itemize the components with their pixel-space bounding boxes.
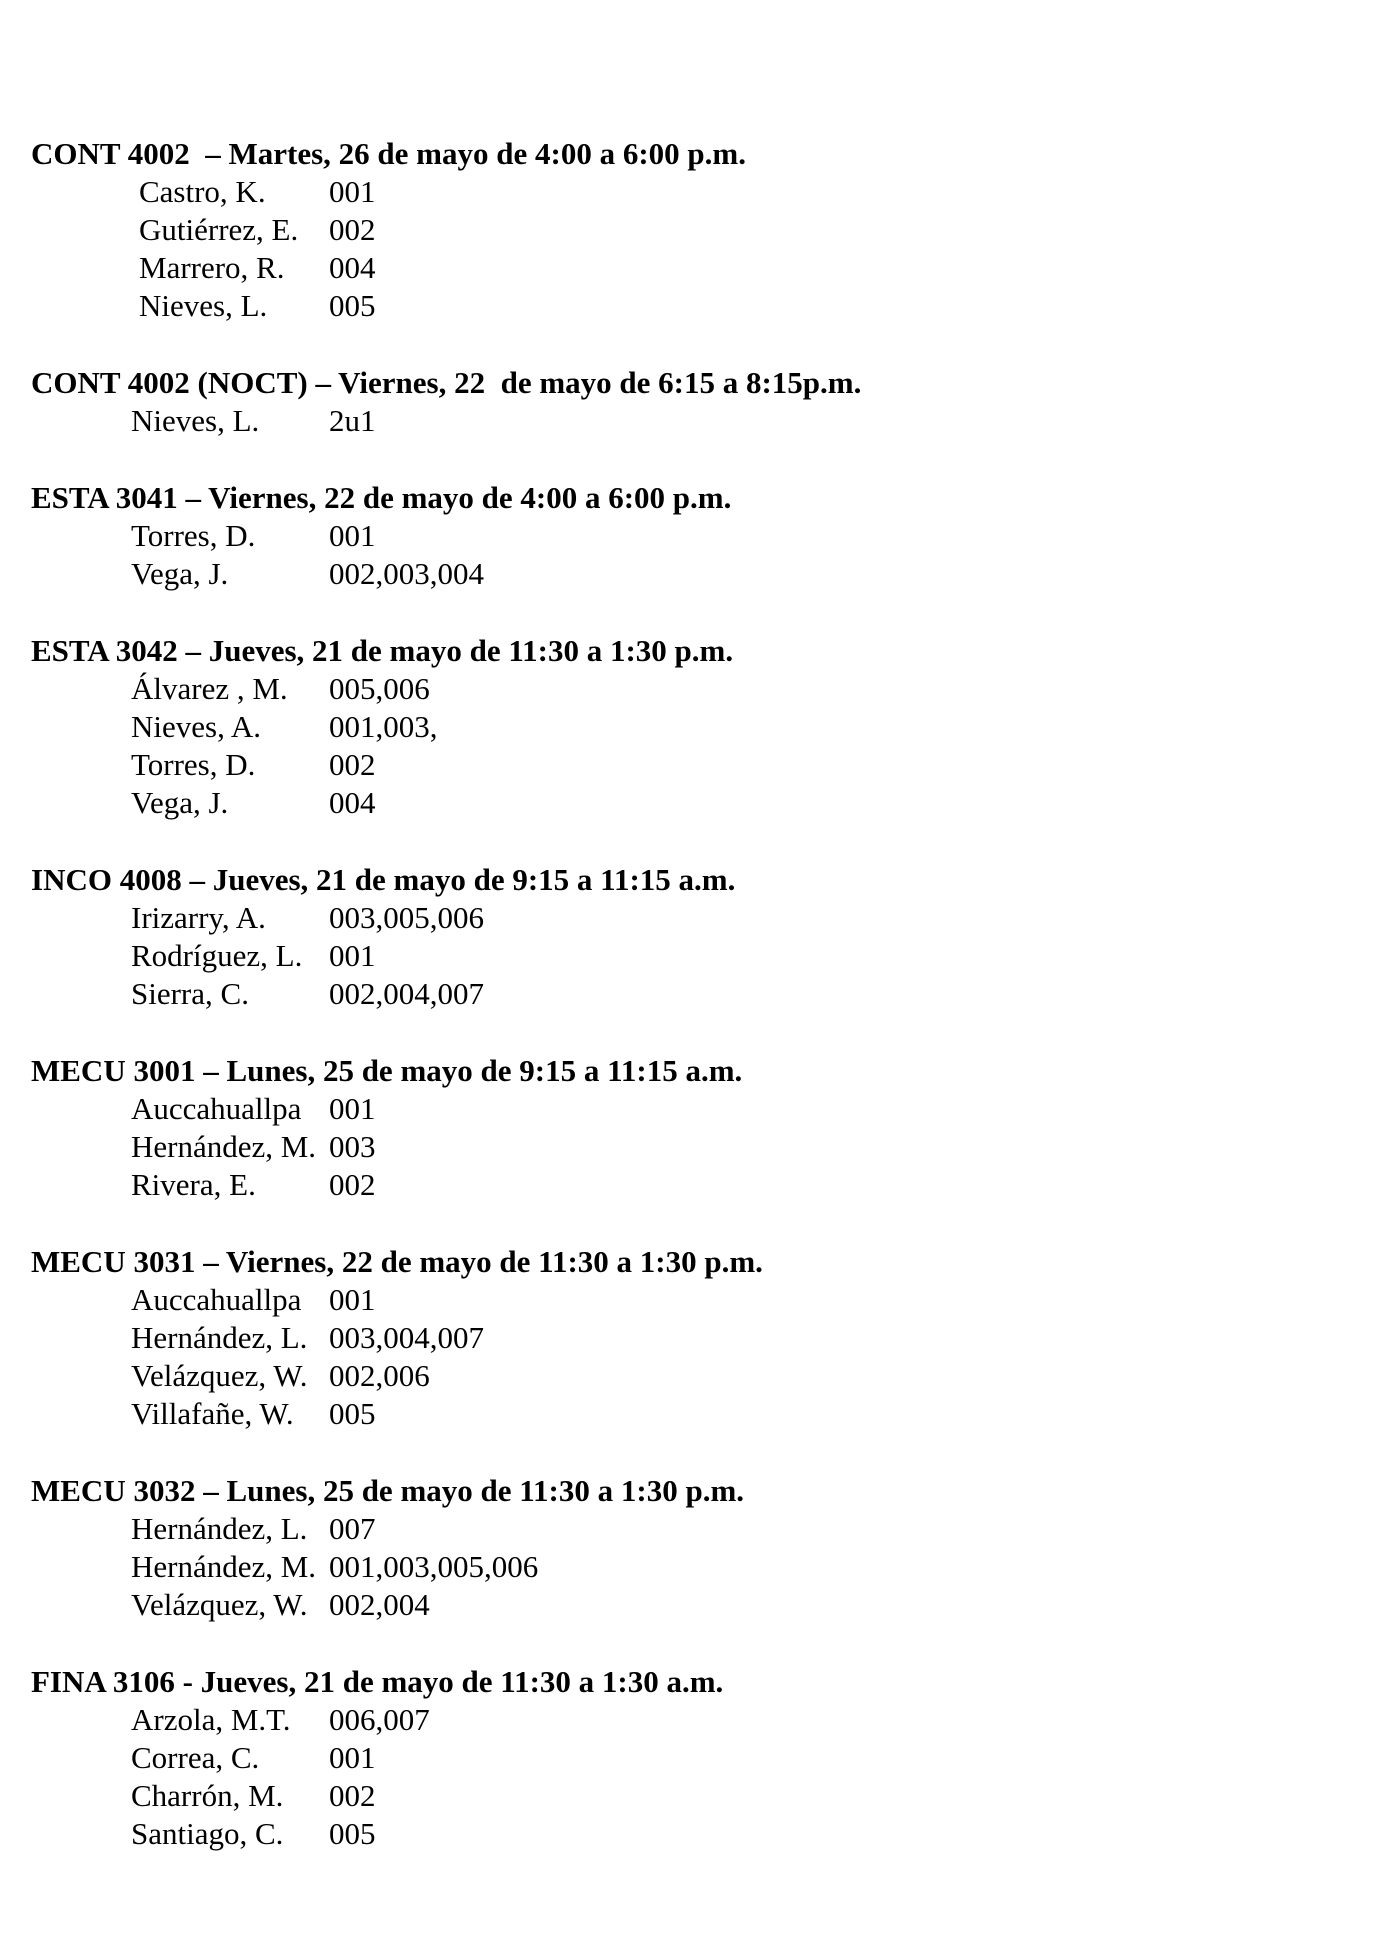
professor-row [31,287,1361,325]
professor-name: Álvarez , M. [131,671,288,706]
professor-name: Sierra, C. [131,976,249,1011]
section-heading: MECU 3001 – Lunes, 25 de mayo de 9:15 a 11:15 a.m. [31,1053,743,1088]
professor-name: Nieves, A. [131,709,262,744]
professor-row [31,249,1361,287]
section-codes: 004 [329,785,376,820]
professor-row [31,1586,1361,1624]
professor-name: Nieves, L. [131,403,260,438]
section-codes: 005 [329,1396,376,1431]
section-heading: MECU 3032 – Lunes, 25 de mayo de 11:30 a 1:30 p.m. [31,1473,745,1508]
professor-name: Velázquez, W. [131,1358,308,1393]
schedule-section [31,135,1361,325]
schedule-section [31,632,1361,822]
professor-name: Vega, J. [131,785,229,820]
schedule-section [31,1663,1361,1853]
schedule-section [31,1243,1361,1433]
schedule-section [31,1472,1361,1624]
professor-row [31,1395,1361,1433]
professor-name: Castro, K. [139,174,266,209]
professor-name: Marrero, R. [139,250,285,285]
professor-name: Correa, C. [131,1740,260,1775]
section-codes: 001,003,005,006 [329,1549,539,1584]
section-codes: 003,004,007 [329,1320,484,1355]
professor-name: Auccahuallpa [131,1091,302,1126]
section-codes: 001 [329,518,376,553]
section-codes: 002,003,004 [329,556,484,591]
professor-name: Torres, D. [131,747,256,782]
professor-row [31,1166,1361,1204]
professor-row [31,1128,1361,1166]
exam-schedule-document [31,135,1361,1892]
section-codes: 003 [329,1129,376,1164]
professor-name: Hernández, M. [131,1129,317,1164]
professor-name: Rivera, E. [131,1167,256,1202]
section-heading: FINA 3106 - Jueves, 21 de mayo de 11:30 a 1:30 a.m. [31,1664,724,1699]
section-codes: 001,003, [329,709,438,744]
section-codes: 005 [329,288,376,323]
section-codes: 2u1 [329,403,376,438]
professor-row [31,937,1361,975]
section-codes: 002,004,007 [329,976,484,1011]
professor-row [31,1510,1361,1548]
section-heading: ESTA 3042 – Jueves, 21 de mayo de 11:30 a 1:30 p.m. [31,633,734,668]
professor-row [31,746,1361,784]
section-codes: 001 [329,938,376,973]
section-codes: 001 [329,1282,376,1317]
section-codes: 002,004 [329,1587,430,1622]
schedule-section [31,479,1361,593]
section-codes: 002 [329,747,376,782]
section-codes: 001 [329,1740,376,1775]
professor-name: Arzola, M.T. [131,1702,291,1737]
section-codes: 002 [329,1778,376,1813]
professor-name: Irizarry, A. [131,900,266,935]
section-heading: MECU 3031 – Viernes, 22 de mayo de 11:30 a 1:30 p.m. [31,1244,763,1279]
professor-row [31,1281,1361,1319]
professor-name: Hernández, M. [131,1549,317,1584]
professor-name: Gutiérrez, E. [139,212,299,247]
section-codes: 007 [329,1511,376,1546]
professor-row [31,1319,1361,1357]
section-heading: CONT 4002 – Martes, 26 de mayo de 4:00 a 6:00 p.m. [31,136,746,171]
professor-name: Santiago, C. [131,1816,284,1851]
section-heading: INCO 4008 – Jueves, 21 de mayo de 9:15 a 11:15 a.m. [31,862,736,897]
section-codes: 005,006 [329,671,430,706]
professor-row [31,975,1361,1013]
professor-name: Rodríguez, L. [131,938,303,973]
schedule-section [31,364,1361,440]
professor-row [31,708,1361,746]
professor-name: Torres, D. [131,518,256,553]
professor-row [31,899,1361,937]
professor-row [31,402,1361,440]
section-codes: 003,005,006 [329,900,484,935]
professor-name: Villafañe, W. [131,1396,294,1431]
section-codes: 002,006 [329,1358,430,1393]
section-codes: 001 [329,174,376,209]
professor-row [31,173,1361,211]
section-codes: 004 [329,250,376,285]
section-heading: CONT 4002 (NOCT) – Viernes, 22 de mayo de 6:15 a 8:15p.m. [31,365,862,400]
professor-row [31,670,1361,708]
professor-row [31,211,1361,249]
section-heading: ESTA 3041 – Viernes, 22 de mayo de 4:00 a 6:00 p.m. [31,480,732,515]
section-codes: 002 [329,1167,376,1202]
professor-row [31,1090,1361,1128]
section-codes: 001 [329,1091,376,1126]
professor-name: Nieves, L. [139,288,268,323]
professor-row [31,784,1361,822]
section-codes: 005 [329,1816,376,1851]
professor-name: Vega, J. [131,556,229,591]
professor-row [31,1701,1361,1739]
section-codes: 002 [329,212,376,247]
professor-row [31,1777,1361,1815]
professor-row [31,1548,1361,1586]
professor-row [31,1739,1361,1777]
schedule-section [31,861,1361,1013]
professor-row [31,555,1361,593]
professor-name: Charrón, M. [131,1778,284,1813]
professor-name: Velázquez, W. [131,1587,308,1622]
professor-name: Hernández, L. [131,1511,308,1546]
schedule-section [31,1052,1361,1204]
professor-name: Hernández, L. [131,1320,308,1355]
section-codes: 006,007 [329,1702,430,1737]
professor-row [31,517,1361,555]
professor-row [31,1815,1361,1853]
professor-name: Auccahuallpa [131,1282,302,1317]
professor-row [31,1357,1361,1395]
